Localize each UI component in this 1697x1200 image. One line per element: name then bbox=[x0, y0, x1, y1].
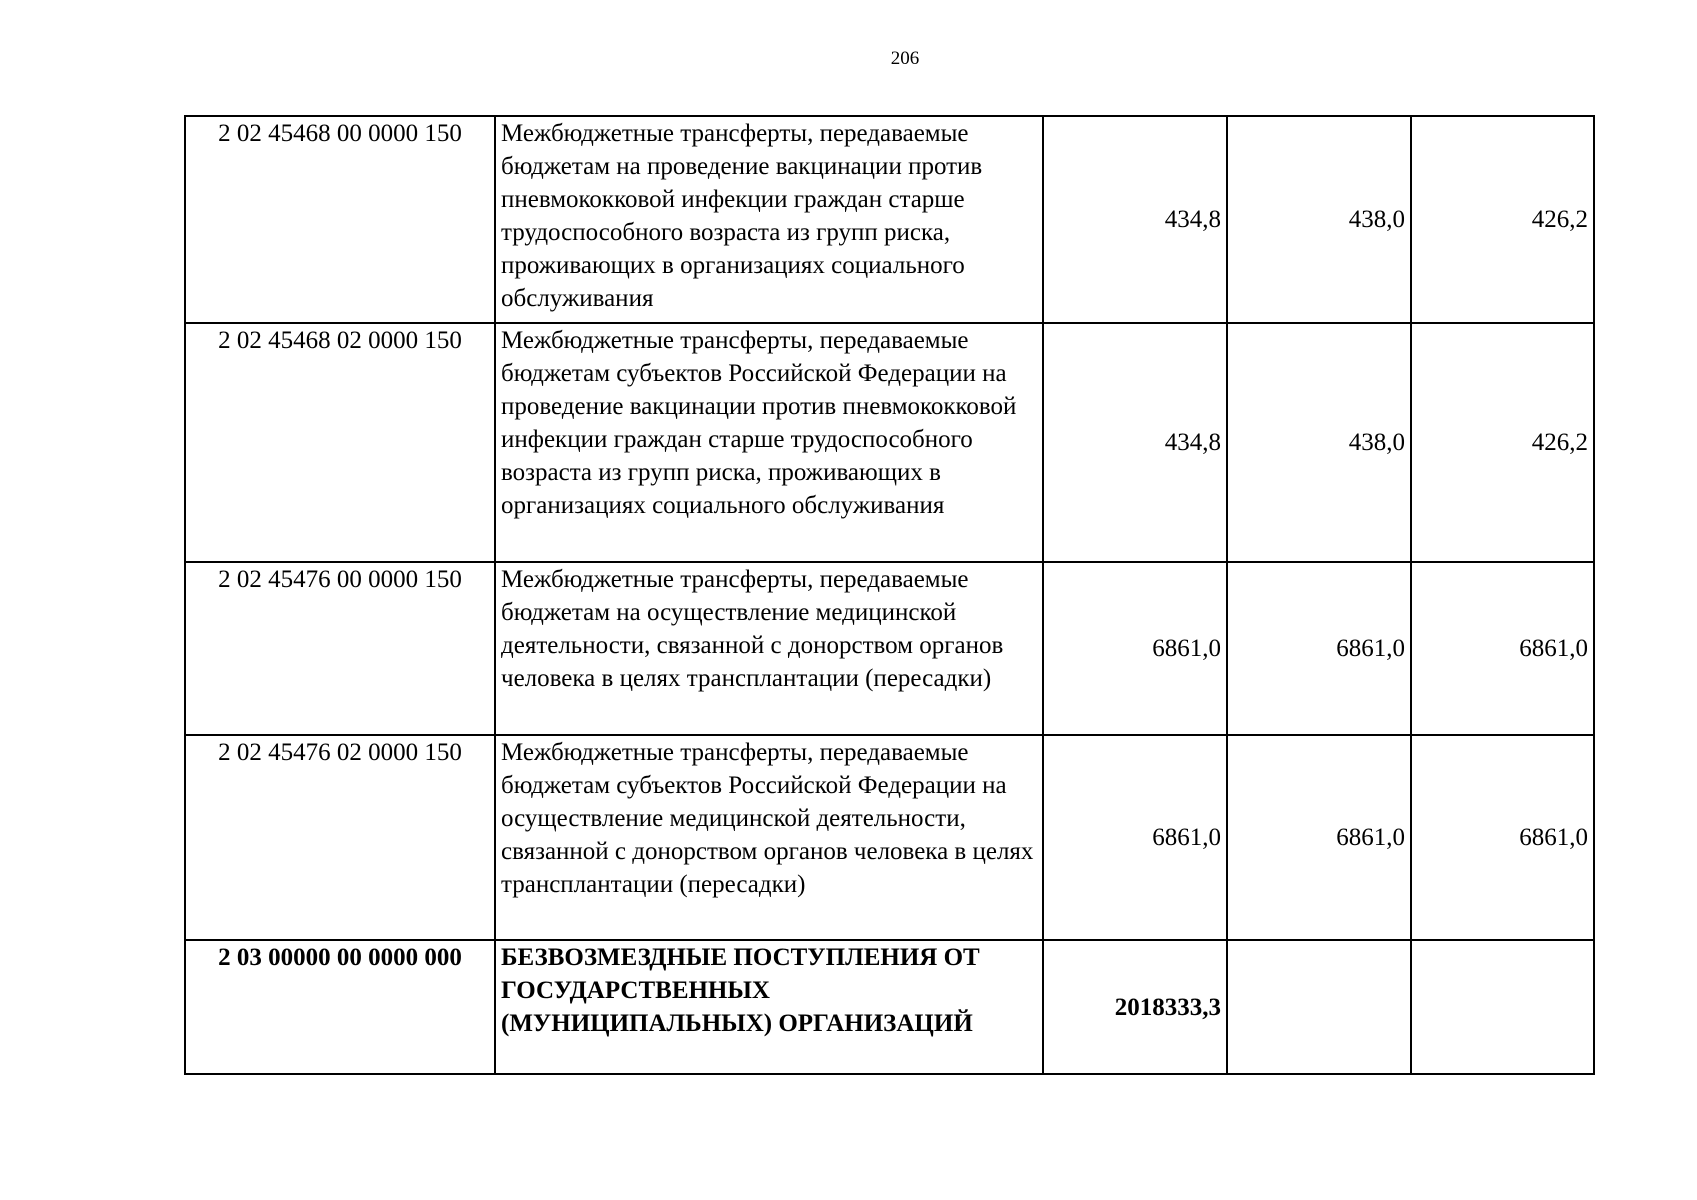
row-code: 2 02 45468 00 0000 150 bbox=[185, 116, 495, 323]
row-code: 2 02 45476 02 0000 150 bbox=[185, 735, 495, 940]
row-code: 2 02 45476 00 0000 150 bbox=[185, 562, 495, 735]
budget-table bbox=[184, 115, 1595, 1075]
row-name: Межбюджетные трансферты, передаваемые бюджетам на осуществление медицинской деятельности, связанной с донорством органов человека в целях трансплантации (пересадки) bbox=[495, 562, 1043, 735]
row-value-1: 6861,0 bbox=[1043, 735, 1227, 940]
row-name: Межбюджетные трансферты, передаваемые бюджетам субъектов Российской Федерации на проведение вакцинации против пневмококковой инфекции граждан старше трудоспособного возраста из групп риска, проживающих в организациях социального обслуживания bbox=[495, 323, 1043, 562]
table-row bbox=[185, 735, 1594, 940]
table-row bbox=[185, 116, 1594, 323]
row-value-3: 6861,0 bbox=[1411, 562, 1594, 735]
row-value-1: 434,8 bbox=[1043, 323, 1227, 562]
row-value-3: 426,2 bbox=[1411, 323, 1594, 562]
row-value-2: 438,0 bbox=[1227, 323, 1411, 562]
table-row bbox=[185, 323, 1594, 562]
table-row bbox=[185, 562, 1594, 735]
page-number: 206 bbox=[890, 48, 920, 69]
row-value-1: 2018333,3 bbox=[1043, 940, 1227, 1074]
row-value-2: 438,0 bbox=[1227, 116, 1411, 323]
row-value-3: 6861,0 bbox=[1411, 735, 1594, 940]
row-name: Межбюджетные трансферты, передаваемые бюджетам на проведение вакцинации против пневмококковой инфекции граждан старше трудоспособного возраста из групп риска, проживающих в организациях социального обслуживания bbox=[495, 116, 1043, 323]
row-code: 2 02 45468 02 0000 150 bbox=[185, 323, 495, 562]
row-value-3 bbox=[1411, 940, 1594, 1074]
row-value-3: 426,2 bbox=[1411, 116, 1594, 323]
row-value-1: 434,8 bbox=[1043, 116, 1227, 323]
row-value-2: 6861,0 bbox=[1227, 562, 1411, 735]
row-code: 2 03 00000 00 0000 000 bbox=[185, 940, 495, 1074]
row-value-2: 6861,0 bbox=[1227, 735, 1411, 940]
row-name: БЕЗВОЗМЕЗДНЫЕ ПОСТУПЛЕНИЯ ОТ ГОСУДАРСТВЕННЫХ (МУНИЦИПАЛЬНЫХ) ОРГАНИЗАЦИЙ bbox=[495, 940, 1043, 1074]
row-name: Межбюджетные трансферты, передаваемые бюджетам субъектов Российской Федерации на осуществление медицинской деятельности, связанной с донорством органов человека в целях трансплантации (пересадки) bbox=[495, 735, 1043, 940]
table-row-total bbox=[185, 940, 1594, 1074]
row-value-2 bbox=[1227, 940, 1411, 1074]
row-value-1: 6861,0 bbox=[1043, 562, 1227, 735]
